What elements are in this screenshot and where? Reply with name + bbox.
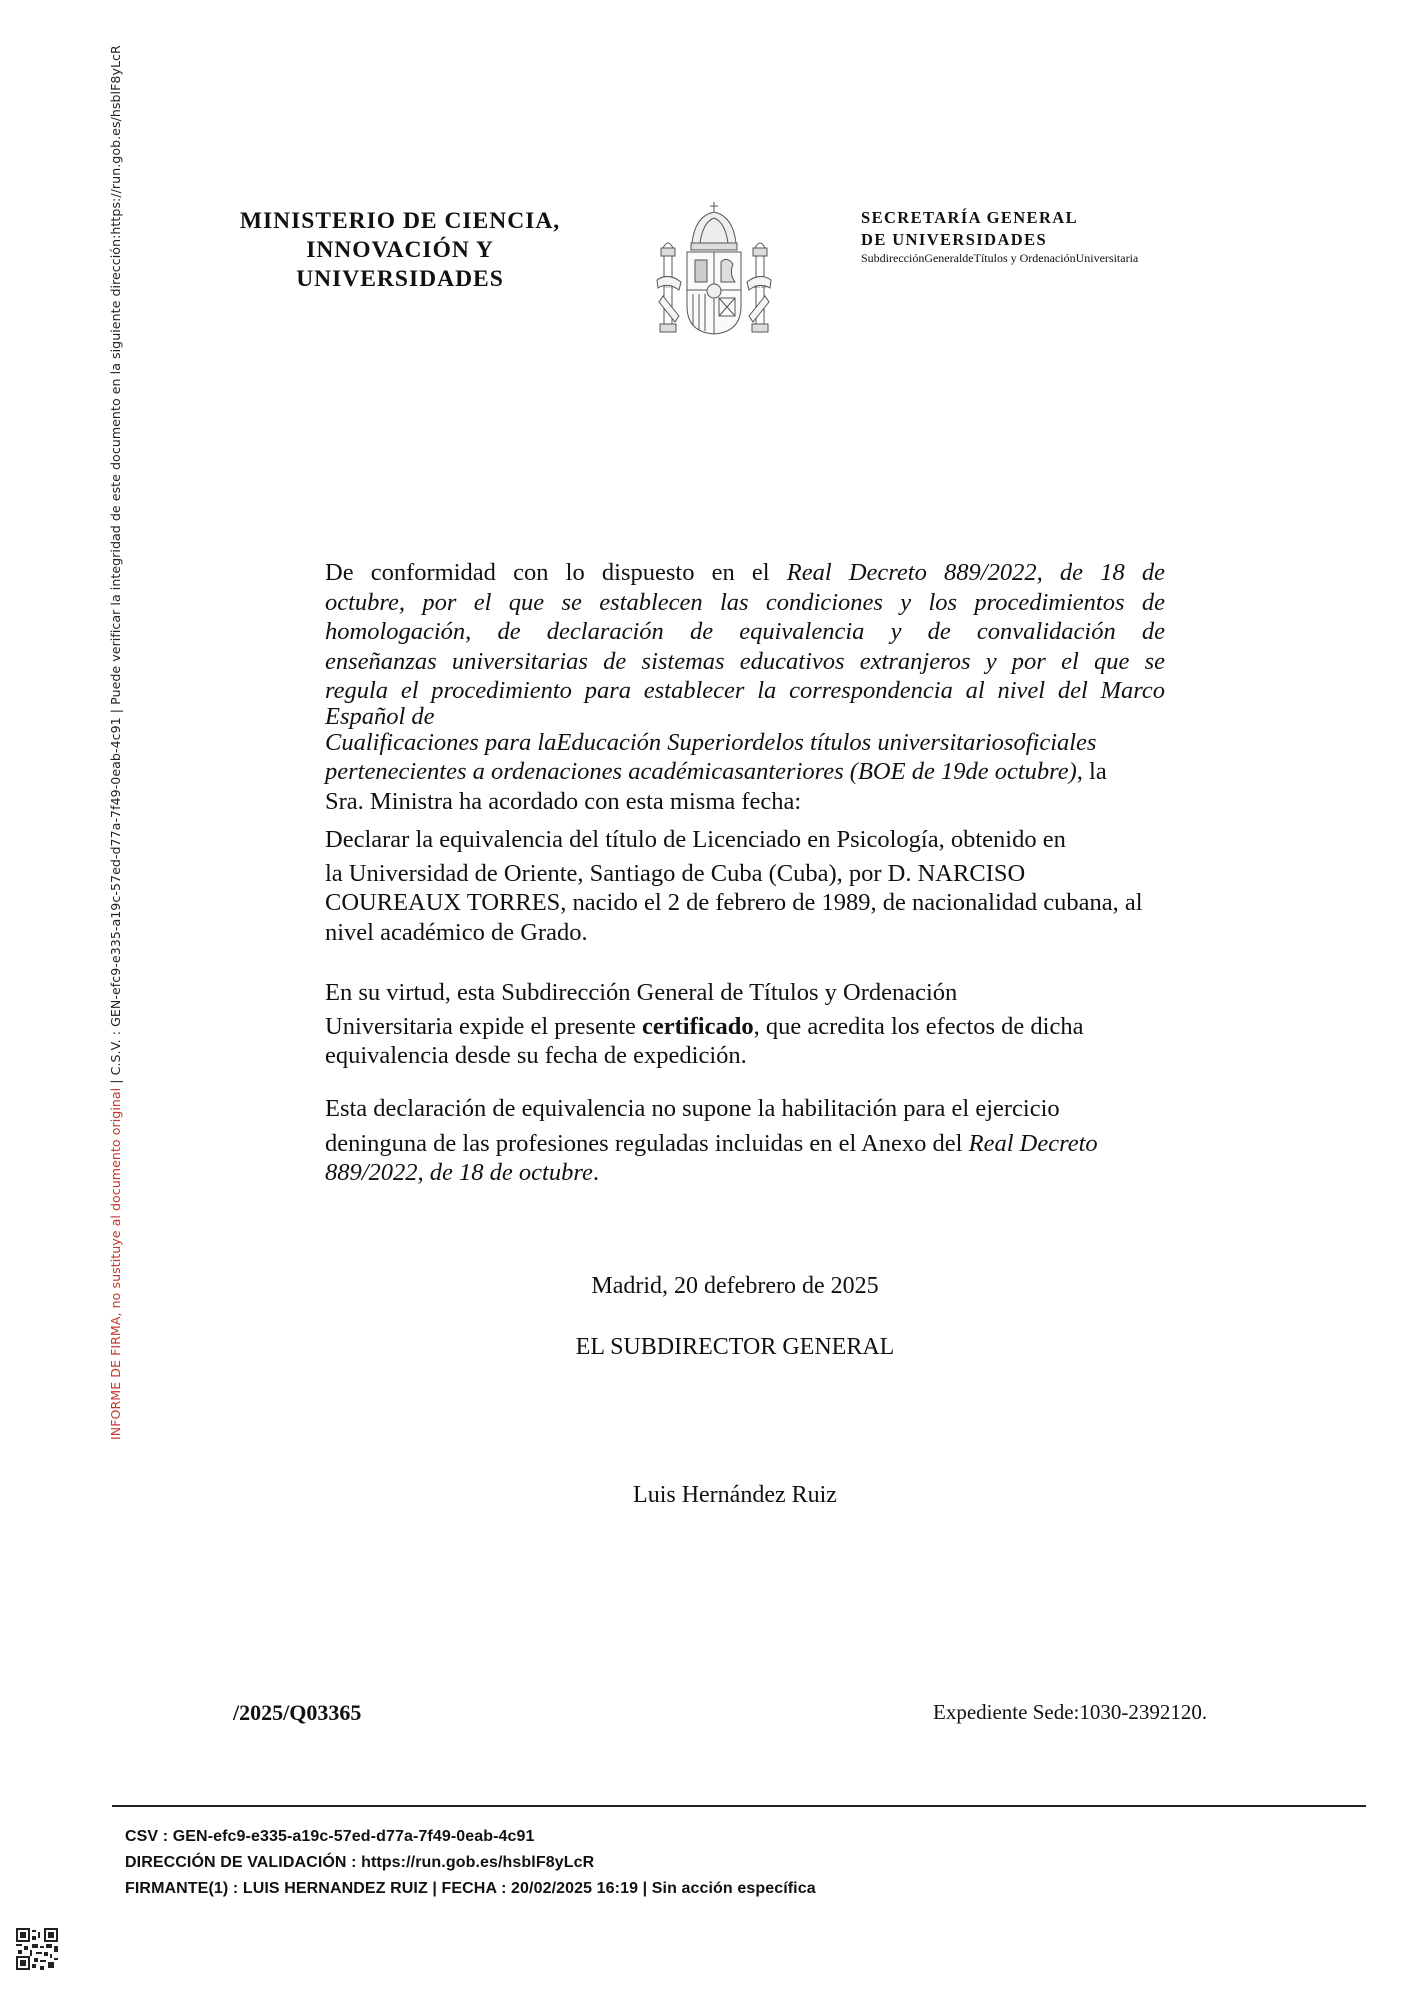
signer-name: Luis Hernández Ruiz xyxy=(633,1482,837,1508)
line-tail: , la xyxy=(1076,758,1107,785)
paragraph-line: En su virtud, esta Subdirección General de Títulos y Ordenación xyxy=(325,979,958,1006)
subdireccion-name: SubdirecciónGeneraldeTítulos y OrdenaciónUniversitaria xyxy=(861,251,1139,265)
file-reference: /2025/Q03365 xyxy=(233,1700,362,1725)
secretaria-name xyxy=(861,207,1078,251)
emblem-motto-left: PLVS xyxy=(663,284,673,289)
side-note-csv-url: | C.S.V. : GEN-efc9-e335-a19c-57ed-d77a-7f49-0eab-4c91 | Puede verificar la integridad de este documento en la siguiente dirección:https://run.gob.es/hsblF8yLcR xyxy=(108,45,123,1088)
decree-reference: 889/2022, de 18 de octubre xyxy=(325,1159,593,1186)
emblem-motto-right: VLTRA xyxy=(753,284,767,289)
paragraph-line: Declarar la equivalencia del título de Licenciado en Psicología, obtenido en xyxy=(325,826,1066,853)
decree-reference: Real Decreto 889/2022, de 18 de xyxy=(786,559,1165,586)
paragraph-line xyxy=(325,1012,1165,1042)
paragraph-line xyxy=(325,1129,1165,1159)
text: Universitaria expide el presente xyxy=(325,1012,643,1040)
paragraph-declaration xyxy=(325,825,1165,947)
text: deninguna de las profesiones reguladas incluidas en el Anexo del xyxy=(325,1129,969,1157)
certificate-bold: certificado xyxy=(642,1012,754,1040)
text: , que acredita los efectos de dicha xyxy=(753,1012,1084,1040)
paragraph-certificate xyxy=(325,978,1165,1071)
place-and-date: Madrid, 20 defebrero de 2025 xyxy=(591,1273,879,1299)
ministry-name xyxy=(200,207,600,294)
csv-code: CSV : GEN-efc9-e335-a19c-57ed-d77a-7f49-0eab-4c91 xyxy=(125,1828,535,1845)
secretaria-line: SECRETARÍA GENERAL xyxy=(861,208,1078,227)
paragraph-line: regula el procedimiento para establecer la correspondencia al nivel del Marco xyxy=(325,677,1165,704)
paragraph-line: homologación, de declaración de equivalencia y de convalidación de xyxy=(325,618,1165,645)
side-note-warning: INFORME DE FIRMA, no sustituye al documento original xyxy=(108,1087,123,1440)
paragraph-line-espanol: Español de xyxy=(325,702,435,730)
lead-text: De conformidad con lo dispuesto en el xyxy=(325,559,787,586)
spain-coat-of-arms-icon xyxy=(655,198,773,338)
validation-url[interactable]: DIRECCIÓN DE VALIDACIÓN : https://run.gob.es/hsblF8yLcR xyxy=(125,1854,595,1871)
ministry-line: MINISTERIO DE CIENCIA, xyxy=(239,208,561,234)
signer-role: EL SUBDIRECTOR GENERAL xyxy=(575,1334,895,1360)
boe-reference: pertenecientes a ordenaciones académicasanteriores (BOE de 19de octubre) xyxy=(325,758,1077,785)
ministry-line: INNOVACIÓN Y xyxy=(306,237,494,263)
paragraph-line: Esta declaración de equivalencia no supone la habilitación para el ejercicio xyxy=(325,1095,1060,1122)
paragraph-line: nivel académico de Grado. xyxy=(325,918,588,946)
paragraph-line: octubre, por el que se establecen las condiciones y los procedimientos de xyxy=(325,588,1165,616)
decree-reference: Real Decreto xyxy=(968,1129,1098,1157)
paragraph-line xyxy=(325,757,1165,787)
paragraph-line xyxy=(325,558,1165,588)
secretaria-line: DE UNIVERSIDADES xyxy=(861,230,1048,249)
paragraph-line: COUREAUX TORRES, nacido el 2 de febrero de 1989, de nacionalidad cubana, al xyxy=(325,889,1143,916)
paragraph-disclaimer xyxy=(325,1094,1165,1188)
paragraph-line xyxy=(325,1158,1165,1188)
text: . xyxy=(592,1159,599,1186)
expediente-number: Expediente Sede:1030-2392120. xyxy=(933,1700,1208,1724)
paragraph-legal-basis xyxy=(325,558,1165,816)
paragraph-line-cualificaciones: Cualificaciones para laEducación Superiordelos títulos universitariosoficiales xyxy=(325,728,1097,756)
qr-code-icon xyxy=(16,1928,58,1970)
ministry-line: UNIVERSIDADES xyxy=(296,266,504,292)
paragraph-line: Sra. Ministra ha acordado con esta misma fecha: xyxy=(325,787,802,815)
paragraph-line: enseñanzas universitarias de sistemas educativos extranjeros y por el que se xyxy=(325,647,1165,675)
signer-info: FIRMANTE(1) : LUIS HERNANDEZ RUIZ | FECHA : 20/02/2025 16:19 | Sin acción específica xyxy=(125,1880,816,1897)
vertical-signature-note xyxy=(108,45,123,1440)
footer-divider xyxy=(112,1805,1366,1807)
paragraph-line: la Universidad de Oriente, Santiago de Cuba (Cuba), por D. NARCISO xyxy=(325,859,1026,887)
paragraph-line: equivalencia desde su fecha de expedición. xyxy=(325,1042,747,1069)
